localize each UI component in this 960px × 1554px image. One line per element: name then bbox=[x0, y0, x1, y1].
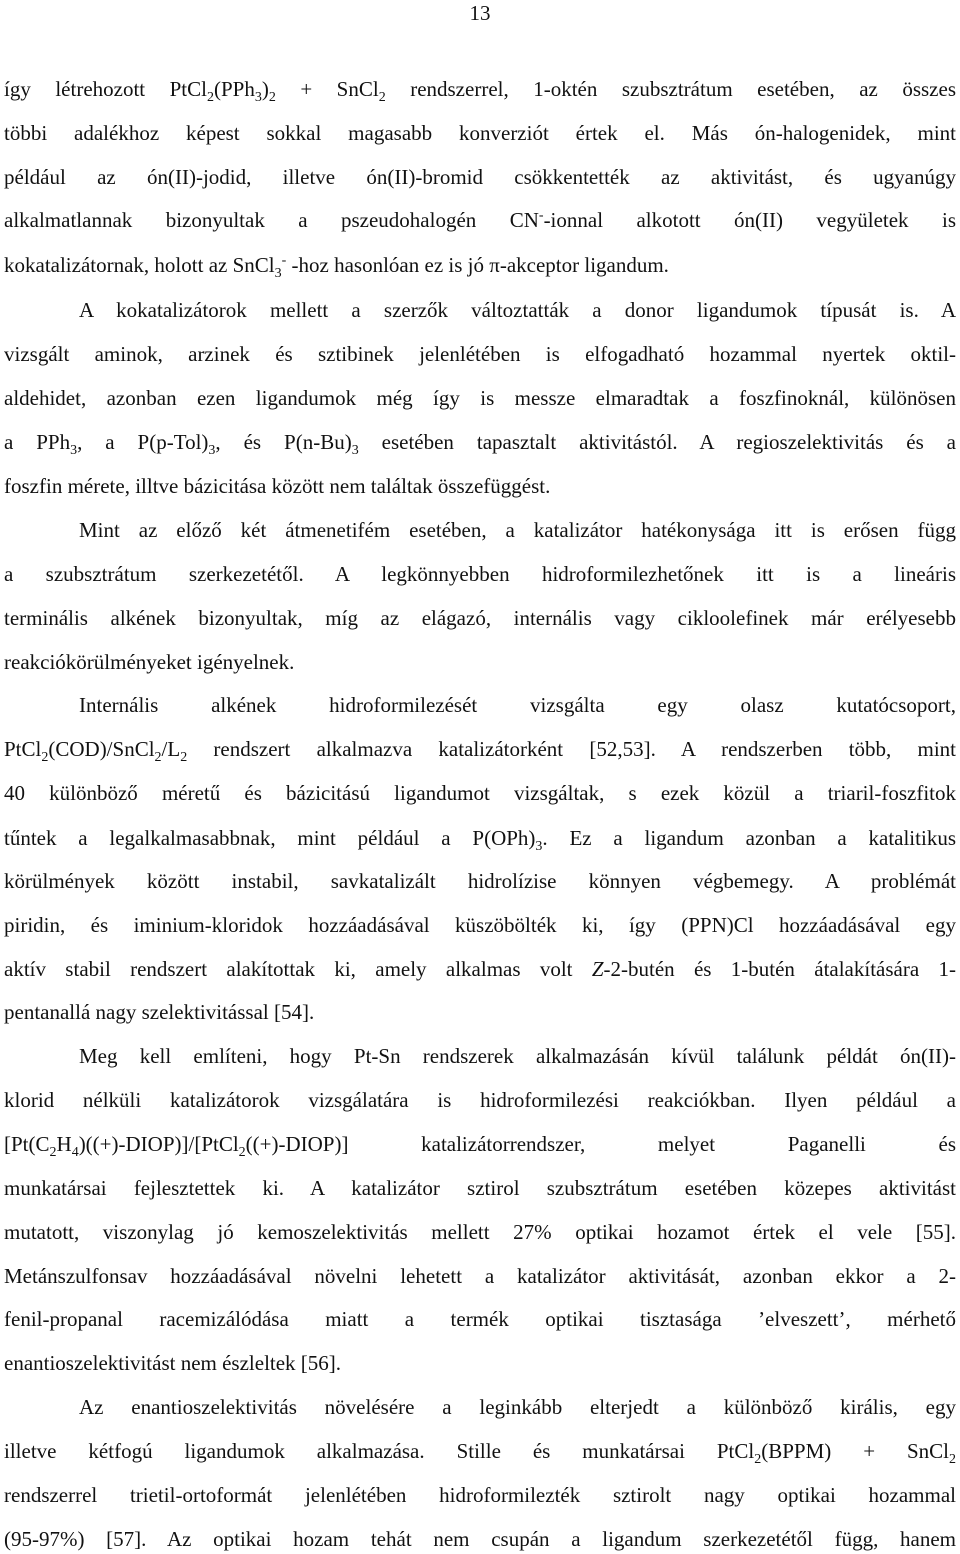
text-run: 40 különböző méretű és bázicitású ligandumot vizsgáltak, s ezek közül a triaril-foszfitok bbox=[4, 781, 956, 805]
text-run: aktív stabil rendszert alakítottak ki, amely alkalmas volt bbox=[4, 957, 592, 981]
text-line bbox=[4, 913, 956, 937]
subscript: 2 bbox=[949, 1452, 957, 1467]
text-run: (PPh bbox=[213, 77, 255, 101]
text-run: foszfin mérete, illtve bázicitása között nem találtak összefüggést. bbox=[4, 474, 551, 498]
text-run: tűntek a legalkalmasabbnak, mint például a P(OPh) bbox=[4, 826, 536, 850]
text-line bbox=[4, 208, 956, 232]
text-run: PtCl bbox=[4, 737, 42, 761]
text-line bbox=[4, 1307, 956, 1331]
text-line bbox=[4, 606, 956, 630]
text-line bbox=[79, 693, 956, 717]
subscript: 2 bbox=[754, 1452, 762, 1467]
text-run: rendszerrel, 1-oktén szubsztrátum esetében, az összes bbox=[385, 77, 956, 101]
text-line bbox=[4, 77, 956, 105]
text-line bbox=[4, 781, 956, 805]
text-run: klorid nélküli katalizátorok vizsgálatára is hidroformilezési reakciókban. Ilyen például a bbox=[4, 1088, 956, 1112]
text-line bbox=[79, 298, 956, 322]
text-run: . Ez a ligandum azonban a katalitikus bbox=[542, 826, 956, 850]
text-line bbox=[4, 474, 956, 498]
superscript: - bbox=[538, 208, 544, 223]
text-run: reakciókörülményeket igényelnek. bbox=[4, 650, 295, 674]
text-run: így létrehozott PtCl bbox=[4, 77, 207, 101]
text-run: Mint az előző két átmenetifém esetében, a katalizátor hatékonysága itt is erősen függ bbox=[79, 518, 956, 542]
text-run: aldehidet, azonban ezen ligandumok még így is messze elmaradtak a foszfinoknál, különösen bbox=[4, 386, 956, 410]
text-line bbox=[4, 165, 956, 189]
text-line bbox=[4, 826, 956, 854]
subscript: 2 bbox=[378, 90, 386, 105]
text-line bbox=[4, 957, 956, 981]
text-line bbox=[4, 1088, 956, 1112]
text-run: Az enantioszelektivitás növelésére a leginkább elterjedt a különböző királis, egy bbox=[79, 1395, 956, 1419]
text-run: + SnCl bbox=[275, 77, 379, 101]
text-run: vizsgált aminok, arzinek és sztibinek jelenlétében is elfogadható hozammal nyertek oktil- bbox=[4, 342, 956, 366]
text-line bbox=[4, 1000, 956, 1024]
text-run: Metánszulfonsav hozzáadásával növelni lehetett a katalizátor aktivitását, azonban ekkor a 2- bbox=[4, 1264, 956, 1288]
text-run: többi adalékhoz képest sokkal magasabb konverziót értek el. Más ón-halogenidek, mint bbox=[4, 121, 956, 145]
subscript: 3 bbox=[535, 839, 543, 854]
subscript: 3 bbox=[351, 443, 359, 458]
text-line bbox=[4, 1264, 956, 1288]
subscript: 2 bbox=[238, 1145, 246, 1160]
text-run: Internális alkének hidroformilezését vizsgálta egy olasz kutatócsoport, bbox=[79, 693, 956, 717]
text-run: rendszert alkalmazva katalizátorként [52,53]. A rendszerben több, mint bbox=[187, 737, 956, 761]
text-line bbox=[4, 737, 956, 765]
text-run: mutatott, viszonylag jó kemoszelektivitás mellett 27% optikai hozamot értek el vele [55]. bbox=[4, 1220, 956, 1244]
text-run: [Pt(C bbox=[4, 1132, 50, 1156]
text-run: esetében tapasztalt aktivitástól. A regioszelektivitás és a bbox=[358, 430, 956, 454]
text-line bbox=[4, 650, 956, 674]
text-run: piridin, és iminium-kloridok hozzáadásával küszöbölték ki, így (PPN)Cl hozzáadásával egy bbox=[4, 913, 956, 937]
text-line bbox=[79, 518, 956, 542]
text-run: A kokatalizátorok mellett a szerzők változtatták a donor ligandumok típusát is. A bbox=[79, 298, 956, 322]
text-run: enantioszelektivitást nem észleltek [56]. bbox=[4, 1351, 342, 1375]
text-line bbox=[4, 342, 956, 366]
text-run: ((+)-DIOP)] katalizátorrendszer, melyet Paganelli és bbox=[245, 1132, 956, 1156]
text-line bbox=[4, 1132, 956, 1160]
subscript: 2 bbox=[41, 750, 49, 765]
text-run: , a P(p-Tol) bbox=[77, 430, 209, 454]
subscript: 3 bbox=[70, 443, 78, 458]
text-line bbox=[79, 1395, 956, 1419]
text-run: (95-97%) [57]. Az optikai hozam tehát nem csupán a ligandum szerkezetétől függ, hanem bbox=[4, 1527, 956, 1551]
text-line bbox=[4, 430, 956, 458]
text-line bbox=[4, 386, 956, 410]
subscript: 2 bbox=[180, 750, 188, 765]
subscript: 3 bbox=[254, 90, 262, 105]
text-run: Z bbox=[591, 957, 604, 981]
text-run: ) bbox=[261, 77, 269, 101]
text-run: körülmények között instabil, savkatalizált hidrolízise könnyen végbemegy. A problémát bbox=[4, 869, 956, 893]
text-run: illetve kétfogú ligandumok alkalmazása. Stille és munkatársai PtCl bbox=[4, 1439, 755, 1463]
subscript: 3 bbox=[274, 266, 282, 281]
text-run: a PPh bbox=[4, 430, 71, 454]
text-line bbox=[4, 1527, 956, 1551]
text-run: -ionnal alkotott ón(II) vegyületek is bbox=[543, 208, 956, 232]
text-run: fenil-propanal racemizálódása miatt a termék optikai tisztasága ’elveszett’, mérhető bbox=[4, 1307, 956, 1331]
subscript: 2 bbox=[206, 90, 214, 105]
text-run: , és P(n-Bu) bbox=[215, 430, 352, 454]
subscript: 2 bbox=[49, 1145, 57, 1160]
text-run: -2-butén és 1-butén átalakítására 1- bbox=[603, 957, 956, 981]
text-run: (COD)/SnCl bbox=[48, 737, 155, 761]
text-line bbox=[4, 1439, 957, 1467]
text-line bbox=[4, 253, 956, 281]
subscript: 2 bbox=[268, 90, 276, 105]
text-run: -hoz hasonlóan ez is jó π-akceptor ligandum. bbox=[286, 253, 669, 277]
text-run: munkatársai fejlesztettek ki. A katalizátor sztirol szubsztrátum esetében közepes aktivitást bbox=[4, 1176, 956, 1200]
text-line bbox=[4, 1351, 956, 1375]
text-line bbox=[79, 1044, 956, 1068]
text-line bbox=[4, 869, 956, 893]
text-run: alkalmatlannak bizonyultak a pszeudohalogén CN bbox=[4, 208, 539, 232]
text-line bbox=[4, 1483, 956, 1507]
text-run: rendszerrel trietil-ortoformát jelenlétében hidroformilezték sztirolt nagy optikai hozammal bbox=[4, 1483, 956, 1507]
text-line bbox=[4, 121, 956, 145]
text-run: kokatalizátornak, holott az SnCl bbox=[4, 253, 275, 277]
text-run: Meg kell említeni, hogy Pt-Sn rendszerek alkalmazásán kívül találunk példát ón(II)- bbox=[79, 1044, 956, 1068]
page-number: 13 bbox=[469, 1, 491, 25]
text-run: pentanallá nagy szelektivitással [54]. bbox=[4, 1000, 315, 1024]
text-line bbox=[4, 1220, 956, 1244]
text-run: )((+)-DIOP)]/[PtCl bbox=[78, 1132, 239, 1156]
text-run: /L bbox=[161, 737, 181, 761]
superscript: - bbox=[281, 253, 287, 268]
text-run: például az ón(II)-jodid, illetve ón(II)-bromid csökkentették az aktivitást, és ugyanúgy bbox=[4, 165, 956, 189]
text-run: terminális alkének bizonyultak, míg az elágazó, internális vagy cikloolefinek már erélyesebb bbox=[4, 606, 956, 630]
subscript: 4 bbox=[71, 1145, 79, 1160]
text-line bbox=[4, 562, 956, 586]
text-line bbox=[4, 1176, 956, 1200]
text-run: (BPPM) + SnCl bbox=[761, 1439, 950, 1463]
text-run: a szubsztrátum szerkezetétől. A legkönnyebben hidroformilezhetőnek itt is a lineáris bbox=[4, 562, 956, 586]
subscript: 2 bbox=[154, 750, 162, 765]
text-run: H bbox=[56, 1132, 72, 1156]
subscript: 3 bbox=[208, 443, 216, 458]
